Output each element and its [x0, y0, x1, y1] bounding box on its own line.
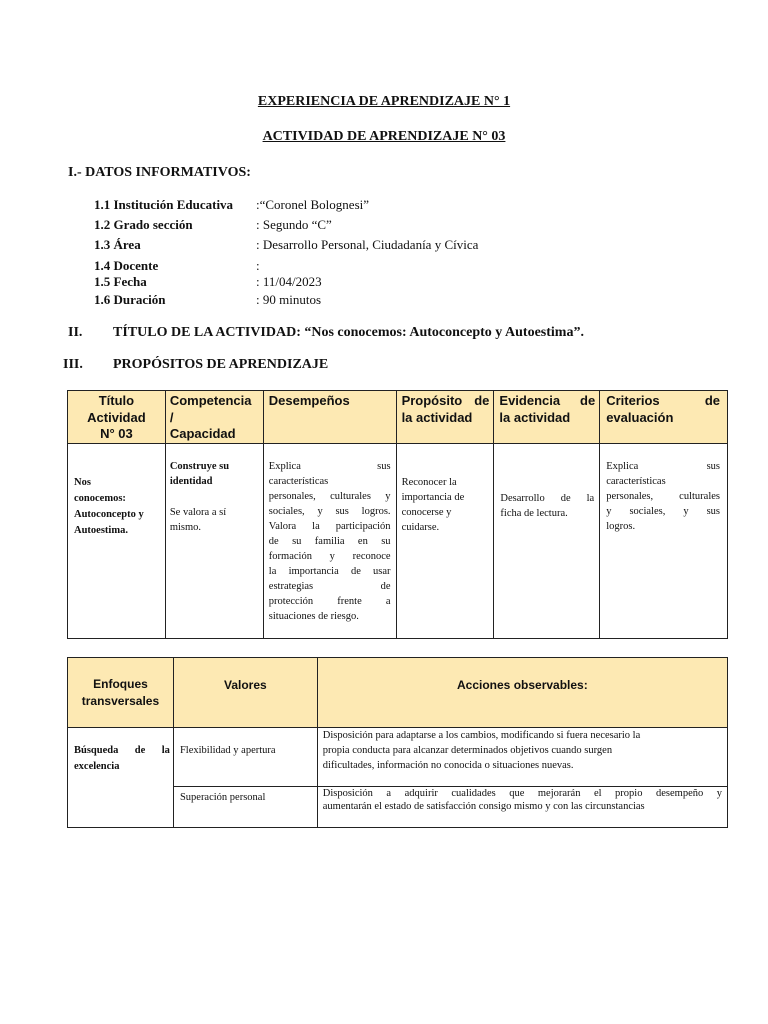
header-evidencia: Evidencia de la actividad — [494, 391, 600, 444]
cell-proposito: Reconocer la importancia de conocerse y cuidarse. — [396, 443, 494, 639]
section1-heading: I.- DATOS INFORMATIVOS: — [68, 165, 251, 180]
info-value-grade: : Segundo “C” — [256, 217, 332, 232]
header-titulo-actividad: Título Actividad N° 03 — [68, 391, 166, 444]
info-value-area: : Desarrollo Personal, Ciudadanía y Cívica — [256, 237, 479, 252]
cell-valor-superacion: Superación personal — [173, 787, 317, 828]
cell-titulo: Nos conocemos: Autoconcepto y Autoestima. — [68, 443, 166, 639]
cell-criterios: Explica sus características personales, culturales y sociales, y sus logros. — [600, 443, 728, 639]
section2-title: TÍTULO DE LA ACTIVIDAD: “Nos conocemos: Autoconcepto y Autoestima”. — [113, 325, 584, 340]
purpose-table — [67, 390, 728, 639]
cell-valor-flexibilidad: Flexibilidad y apertura — [173, 728, 317, 787]
header-proposito: Propósito de la actividad — [396, 391, 494, 444]
cell-evidencia: Desarrollo de la ficha de lectura. — [494, 443, 600, 639]
header-enfoques: Enfoques transversales — [68, 658, 174, 728]
info-label-institution: 1.1 Institución Educativa — [94, 197, 234, 212]
info-label-duration: 1.6 Duración — [94, 292, 166, 307]
cell-competencia: Construye su identidad Se valora a sí mismo. — [165, 443, 263, 639]
section2-number: II. — [68, 325, 83, 340]
section3-title: PROPÓSITOS DE APRENDIZAJE — [113, 357, 329, 372]
cell-desempenos: Explica sus características personales, culturales y sociales, y sus logros. Valora la participación de su familia en su formación y reconoce la importancia de usar estrategias de protección frente a situaciones de riesgo. — [263, 443, 396, 639]
values-table — [67, 657, 728, 828]
header-competencia: Competencia / Capacidad — [165, 391, 263, 444]
experience-title: EXPERIENCIA DE APRENDIZAJE N° 1 — [257, 94, 511, 109]
info-value-teacher: : — [256, 258, 260, 273]
cell-accion-superacion: Disposición a adquirir cualidades que mejorarán el propio desempeño y aumentarán el estado de satisfacción consigo mismo y con las circunstancias — [317, 787, 727, 828]
cell-accion-flexibilidad: Disposición para adaptarse a los cambios, modificando si fuera necesario la propia conducta para alcanzar determinados objetivos cuando surgen dificultades, información no conocida o situaciones nuevas. — [317, 728, 727, 787]
info-label-grade: 1.2 Grado sección — [94, 217, 193, 232]
info-label-date: 1.5 Fecha — [94, 274, 147, 289]
header-acciones: Acciones observables: — [317, 658, 727, 728]
activity-title: ACTIVIDAD DE APRENDIZAJE N° 03 — [262, 129, 506, 144]
header-criterios: Criterios de evaluación — [600, 391, 728, 444]
info-value-duration: : 90 minutos — [256, 292, 322, 307]
section3-number: III. — [63, 357, 83, 372]
info-label-teacher: 1.4 Docente — [94, 258, 159, 273]
info-value-date: : 11/04/2023 — [256, 274, 322, 289]
info-label-area: 1.3 Área — [94, 237, 141, 252]
cell-enfoque: Búsqueda de la excelencia — [68, 728, 174, 828]
info-value-institution: :“Coronel Bolognesi” — [256, 197, 370, 212]
header-desempenos: Desempeños — [263, 391, 396, 444]
header-valores: Valores — [173, 658, 317, 728]
